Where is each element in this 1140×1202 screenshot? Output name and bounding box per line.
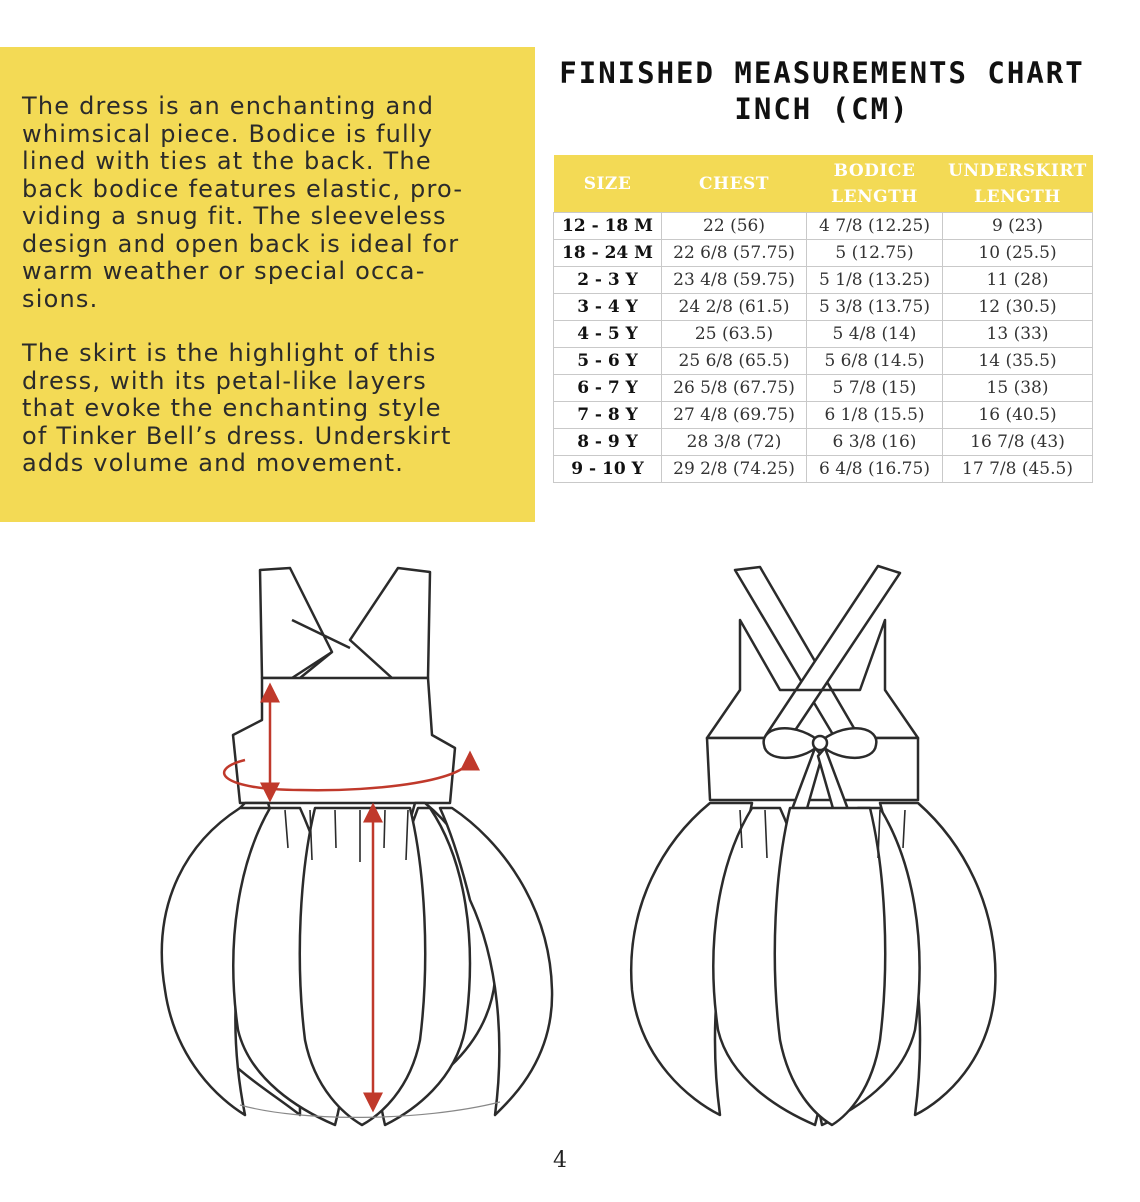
dress-back-sketch: [631, 566, 995, 1125]
cell-size: 6 - 7 Y: [554, 375, 662, 402]
table-row: [554, 321, 1093, 348]
table-row: [554, 429, 1093, 456]
chart-title: [553, 55, 1091, 127]
cell-underskirt-length: 13 (33): [943, 321, 1093, 348]
cell-chest: 26 5/8 (67.75): [662, 375, 807, 402]
cell-size: 3 - 4 Y: [554, 294, 662, 321]
cell-underskirt-length: 16 (40.5): [943, 402, 1093, 429]
cell-bodice-length: 6 4/8 (16.75): [807, 456, 943, 483]
table-row: [554, 267, 1093, 294]
cell-bodice-length: 5 4/8 (14): [807, 321, 943, 348]
cell-chest: 28 3/8 (72): [662, 429, 807, 456]
table-header-row: [554, 155, 1093, 213]
dress-front-sketch: [162, 568, 552, 1125]
table-row: [554, 402, 1093, 429]
dress-illustrations: [0, 540, 1140, 1150]
measurements-table: [553, 155, 1093, 483]
header-bodice-length: BODICE LENGTH: [807, 155, 943, 213]
cell-underskirt-length: 14 (35.5): [943, 348, 1093, 375]
cell-size: 5 - 6 Y: [554, 348, 662, 375]
cell-underskirt-length: 16 7/8 (43): [943, 429, 1093, 456]
cell-size: 2 - 3 Y: [554, 267, 662, 294]
cell-chest: 24 2/8 (61.5): [662, 294, 807, 321]
cell-underskirt-length: 15 (38): [943, 375, 1093, 402]
table-row: [554, 456, 1093, 483]
description-panel: [0, 47, 535, 522]
cell-chest: 22 6/8 (57.75): [662, 240, 807, 267]
table-row: [554, 375, 1093, 402]
chart-title-line-1: FINISHED MEASUREMENTS CHART: [559, 56, 1085, 90]
cell-bodice-length: 6 1/8 (15.5): [807, 402, 943, 429]
header-size: SIZE: [554, 155, 662, 213]
table-body: [554, 213, 1093, 483]
cell-underskirt-length: 12 (30.5): [943, 294, 1093, 321]
cell-bodice-length: 5 1/8 (13.25): [807, 267, 943, 294]
table-row: [554, 294, 1093, 321]
cell-size: 8 - 9 Y: [554, 429, 662, 456]
cell-bodice-length: 5 3/8 (13.75): [807, 294, 943, 321]
cell-size: 7 - 8 Y: [554, 402, 662, 429]
cell-chest: 29 2/8 (74.25): [662, 456, 807, 483]
cell-bodice-length: 5 7/8 (15): [807, 375, 943, 402]
cell-underskirt-length: 17 7/8 (45.5): [943, 456, 1093, 483]
cell-bodice-length: 5 (12.75): [807, 240, 943, 267]
cell-underskirt-length: 11 (28): [943, 267, 1093, 294]
cell-size: 18 - 24 M: [554, 240, 662, 267]
description-paragraph-2: The skirt is the highlight of this dress, with its petal-like layers that evoke the enchanting style of Tinker Bell’s dress. Underskirt adds volume and movement.: [22, 339, 452, 477]
page-number: 4: [553, 1148, 567, 1173]
cell-chest: 25 (63.5): [662, 321, 807, 348]
cell-bodice-length: 5 6/8 (14.5): [807, 348, 943, 375]
cell-bodice-length: 6 3/8 (16): [807, 429, 943, 456]
cell-bodice-length: 4 7/8 (12.25): [807, 213, 943, 240]
cell-size: 4 - 5 Y: [554, 321, 662, 348]
chart-title-line-2: INCH (CM): [734, 92, 910, 126]
cell-chest: 25 6/8 (65.5): [662, 348, 807, 375]
cell-underskirt-length: 10 (25.5): [943, 240, 1093, 267]
header-chest: CHEST: [662, 155, 807, 213]
cell-chest: 22 (56): [662, 213, 807, 240]
table-row: [554, 348, 1093, 375]
cell-chest: 23 4/8 (59.75): [662, 267, 807, 294]
description-paragraph-1: The dress is an enchanting and whimsical piece. Bodice is fully lined with ties at the back. The back bodice features elastic, pro- viding a snug fit. The sleeveless design and open back is ideal for warm weather or special occa- sions.: [22, 92, 464, 313]
cell-chest: 27 4/8 (69.75): [662, 402, 807, 429]
cell-size: 12 - 18 M: [554, 213, 662, 240]
table-row: [554, 240, 1093, 267]
cell-underskirt-length: 9 (23): [943, 213, 1093, 240]
table-row: [554, 213, 1093, 240]
cell-size: 9 - 10 Y: [554, 456, 662, 483]
header-underskirt-length: UNDERSKIRT LENGTH: [943, 155, 1093, 213]
